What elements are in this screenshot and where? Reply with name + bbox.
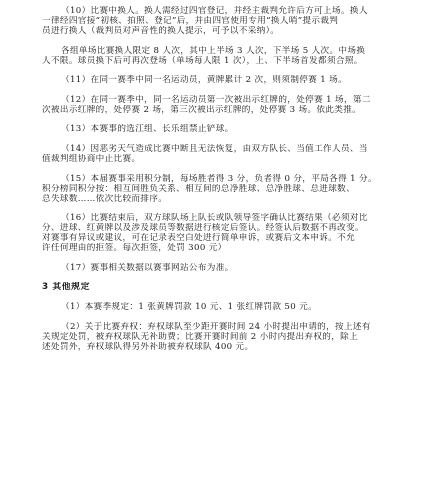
paragraph-other-rule-2: [42, 322, 425, 352]
section-heading: [42, 282, 425, 292]
text-line: （16）比赛结束后，双方球队场上队长或队领导签字确认比赛结果（必须对比: [61, 213, 368, 224]
text-line: 述处罚外，弃权球队得另外补助被弃权球队 400 元。: [42, 341, 254, 352]
text-line: （15）本届赛事采用积分制，每场胜者得 3 分，负者得 0 分，平局各得 1 分。: [61, 173, 377, 184]
text-line: 积分榜同积分按：相互间胜负关系、相互间的总净胜球、总净胜球、总进球数、: [42, 183, 356, 194]
text-line: 次被出示红牌的，处停赛 2 场，第三次被出示红牌的，处停赛 3 场。依此类推。: [42, 104, 362, 115]
paragraph-rule-15: [42, 174, 425, 204]
text-line: 人不限。球员换下后可再次登场（单场每人限 1 次），上、下半场首发都须合照。: [42, 55, 363, 66]
paragraph-other-rule-1: [42, 302, 425, 312]
paragraph-rule-12: [42, 95, 425, 115]
paragraph-rule-17: [42, 263, 425, 273]
text-line: 员进行换人（裁判员对声音性的换人提示，可予以不采纳）。: [42, 26, 280, 36]
text-line: 许任何理由的拒签。每次拒签，处罚 300 元）: [42, 243, 227, 254]
text-line: （12）在同一赛季中，同一名运动员第一次被出示红牌的，处停赛 1 场，第二: [61, 94, 371, 105]
text-line: （1）本赛季规定：1 张黄牌罚款 10 元、1 张红牌罚款 50 元。: [61, 301, 317, 312]
text-line: （17）赛事相关数据以赛事网站公布为准。: [61, 262, 234, 273]
paragraph-rule-11: [42, 75, 425, 85]
text-line: 对赛事有异议或建议，可在记录表空白处进行简单申诉，或赛后文本申诉。不允: [42, 233, 356, 244]
paragraph-rule-10: [42, 6, 425, 36]
text-line: （10）比赛中换人。换人需经过四官登记，并经主裁判允许后方可上场。换人: [61, 6, 368, 16]
text-line: 总失球数……依次比较而排序。: [42, 193, 168, 204]
text-line: 一律经四官接“初核、拍照、登记”后，并由四官使用专用“换人哨”提示裁判: [42, 16, 339, 26]
text-line: （14）因恶劣天气造成比赛中断且无法恢复，由双方队长、当值工作人员、当: [61, 143, 368, 154]
paragraph-rule-14: [42, 144, 425, 164]
text-line: （2）关于比赛弃权：弃权球队至少距开赛时间 24 小时提出申请的，按上述有: [61, 321, 371, 332]
paragraph-rule-13: [42, 124, 425, 134]
paragraph-rule-16: [42, 213, 425, 253]
text-line: 分、进球、红黄牌以及涉及球员等数据进行核定后签认。经签认后数据不再改变。: [42, 223, 364, 234]
section-title: 3 其他规定: [42, 282, 90, 293]
text-line: （11）在同一赛季中同一名运动员，黄牌累计 2 次，则须制停赛 1 场。: [61, 75, 348, 86]
text-line: 各组单场比赛换人限定 8 人次，其中上半场 3 人次，下半场 5 人次。中场换: [61, 45, 366, 56]
paragraph-substitution-limit: [42, 46, 425, 66]
text-line: 值裁判组协商中止比赛。: [42, 153, 141, 164]
text-line: （13）本赛事的选江组、长乐组禁止铲球。: [61, 124, 234, 135]
text-line: 关规定处罚，被弃权球队无补助费；比赛开赛时间前 2 小时内提出弃权的，除上: [42, 331, 359, 342]
